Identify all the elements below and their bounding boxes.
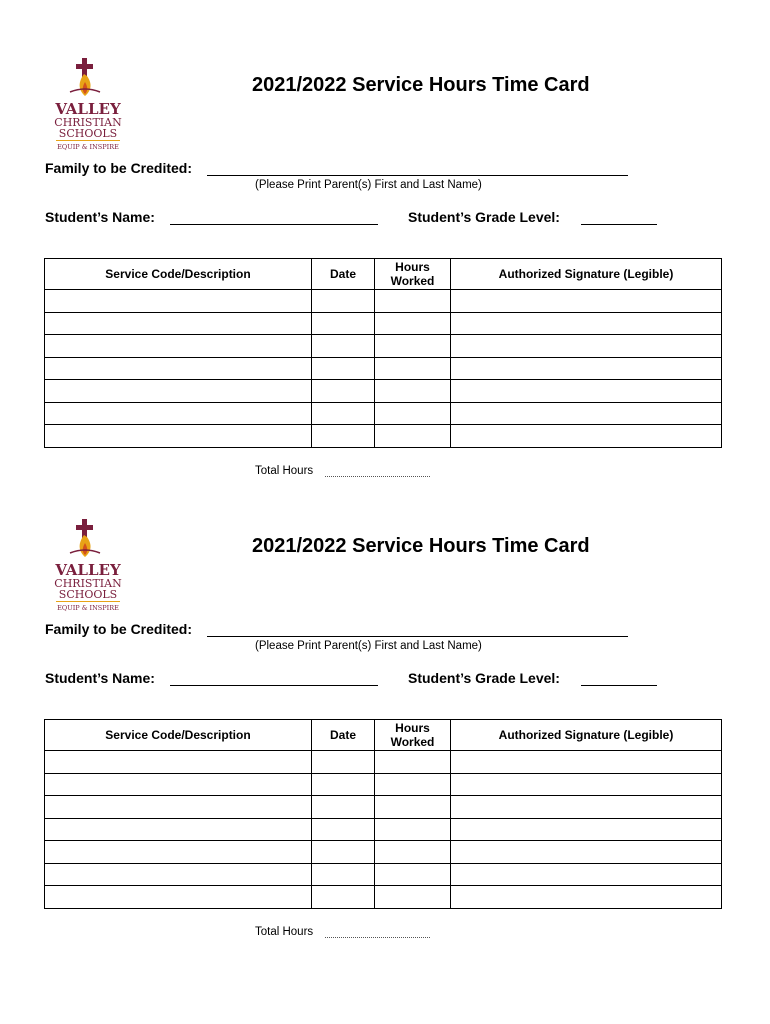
cell-signature[interactable] <box>451 796 722 819</box>
cell-signature[interactable] <box>451 863 722 886</box>
cell-signature[interactable] <box>451 290 722 313</box>
table-row <box>45 335 722 358</box>
cell-service-description[interactable] <box>45 402 312 425</box>
cell-service-description[interactable] <box>45 796 312 819</box>
cell-hours-worked[interactable] <box>375 357 451 380</box>
cell-signature[interactable] <box>451 773 722 796</box>
cell-hours-worked[interactable] <box>375 312 451 335</box>
cell-service-description[interactable] <box>45 290 312 313</box>
cell-service-description[interactable] <box>45 335 312 358</box>
col-header-hours: Hours Worked <box>375 259 451 290</box>
grade-level-label: Student’s Grade Level: <box>408 670 560 686</box>
table-row <box>45 886 722 909</box>
school-logo <box>48 517 128 613</box>
cell-hours-worked[interactable] <box>375 290 451 313</box>
cell-signature[interactable] <box>451 312 722 335</box>
cell-hours-worked[interactable] <box>375 402 451 425</box>
cell-signature[interactable] <box>451 818 722 841</box>
cell-service-description[interactable] <box>45 886 312 909</box>
col-header-service: Service Code/Description <box>45 259 312 290</box>
cell-hours-worked[interactable] <box>375 751 451 774</box>
col-header-signature: Authorized Signature (Legible) <box>451 720 722 751</box>
cell-service-description[interactable] <box>45 818 312 841</box>
cell-hours-worked[interactable] <box>375 380 451 403</box>
table-row <box>45 751 722 774</box>
cell-hours-worked[interactable] <box>375 841 451 864</box>
cell-service-description[interactable] <box>45 425 312 448</box>
cell-service-description[interactable] <box>45 380 312 403</box>
cell-signature[interactable] <box>451 335 722 358</box>
total-hours-label: Total Hours <box>255 926 314 938</box>
student-name-label: Student’s Name: <box>45 670 155 686</box>
grade-level-field[interactable] <box>581 224 657 225</box>
cell-date[interactable] <box>312 335 375 358</box>
col-header-date: Date <box>312 720 375 751</box>
family-credited-hint: (Please Print Parent(s) First and Last Name) <box>255 640 482 652</box>
table-row <box>45 796 722 819</box>
table-row <box>45 863 722 886</box>
school-logo <box>48 56 128 152</box>
service-hours-table <box>44 719 722 909</box>
cell-date[interactable] <box>312 402 375 425</box>
table-row <box>45 841 722 864</box>
student-name-field[interactable] <box>170 224 378 225</box>
cell-signature[interactable] <box>451 357 722 380</box>
cell-hours-worked[interactable] <box>375 818 451 841</box>
cell-date[interactable] <box>312 818 375 841</box>
table-row <box>45 425 722 448</box>
cell-date[interactable] <box>312 357 375 380</box>
grade-level-field[interactable] <box>581 685 657 686</box>
svg-text:VALLEY: VALLEY <box>55 100 121 118</box>
cell-hours-worked[interactable] <box>375 863 451 886</box>
cell-hours-worked[interactable] <box>375 773 451 796</box>
cell-date[interactable] <box>312 380 375 403</box>
student-name-label: Student’s Name: <box>45 209 155 225</box>
cell-signature[interactable] <box>451 886 722 909</box>
time-card-2 <box>0 461 770 938</box>
cell-date[interactable] <box>312 751 375 774</box>
table-row <box>45 818 722 841</box>
svg-text:SCHOOLS: SCHOOLS <box>58 127 118 140</box>
table-row <box>45 380 722 403</box>
grade-level-label: Student’s Grade Level: <box>408 209 560 225</box>
svg-text:EQUIP & INSPIRE: EQUIP & INSPIRE <box>57 604 119 612</box>
table-row <box>45 402 722 425</box>
cell-service-description[interactable] <box>45 841 312 864</box>
time-card-1 <box>0 0 770 477</box>
cell-hours-worked[interactable] <box>375 335 451 358</box>
table-row <box>45 290 722 313</box>
cell-service-description[interactable] <box>45 863 312 886</box>
service-hours-table <box>44 258 722 448</box>
svg-text:EQUIP & INSPIRE: EQUIP & INSPIRE <box>57 143 119 151</box>
cell-signature[interactable] <box>451 402 722 425</box>
total-hours-label: Total Hours <box>255 465 314 477</box>
cell-date[interactable] <box>312 863 375 886</box>
col-header-date: Date <box>312 259 375 290</box>
cell-date[interactable] <box>312 425 375 448</box>
cell-date[interactable] <box>312 841 375 864</box>
table-row <box>45 312 722 335</box>
family-credited-hint: (Please Print Parent(s) First and Last Name) <box>255 179 482 191</box>
cell-signature[interactable] <box>451 380 722 403</box>
table-body <box>45 751 722 909</box>
table-row <box>45 773 722 796</box>
total-hours-field[interactable] <box>325 937 430 938</box>
cell-date[interactable] <box>312 773 375 796</box>
cell-signature[interactable] <box>451 425 722 448</box>
cell-date[interactable] <box>312 796 375 819</box>
cell-date[interactable] <box>312 886 375 909</box>
student-name-field[interactable] <box>170 685 378 686</box>
svg-text:CHRISTIAN: CHRISTIAN <box>54 116 122 129</box>
cell-signature[interactable] <box>451 751 722 774</box>
cell-hours-worked[interactable] <box>375 796 451 819</box>
cell-service-description[interactable] <box>45 312 312 335</box>
family-credited-field[interactable] <box>207 175 628 176</box>
table-body <box>45 290 722 448</box>
table-row <box>45 357 722 380</box>
cell-signature[interactable] <box>451 841 722 864</box>
cell-date[interactable] <box>312 290 375 313</box>
col-header-signature: Authorized Signature (Legible) <box>451 259 722 290</box>
col-header-hours: Hours Worked <box>375 720 451 751</box>
svg-text:SCHOOLS: SCHOOLS <box>58 588 118 601</box>
cell-service-description[interactable] <box>45 357 312 380</box>
svg-text:CHRISTIAN: CHRISTIAN <box>54 577 122 590</box>
col-header-service: Service Code/Description <box>45 720 312 751</box>
card-title: 2021/2022 Service Hours Time Card <box>252 74 590 96</box>
family-credited-label: Family to be Credited: <box>45 160 193 176</box>
cell-service-description[interactable] <box>45 751 312 774</box>
cell-service-description[interactable] <box>45 773 312 796</box>
cell-hours-worked[interactable] <box>375 886 451 909</box>
family-credited-label: Family to be Credited: <box>45 621 193 637</box>
svg-text:VALLEY: VALLEY <box>55 561 121 579</box>
cell-date[interactable] <box>312 312 375 335</box>
family-credited-field[interactable] <box>207 636 628 637</box>
card-title: 2021/2022 Service Hours Time Card <box>252 535 590 557</box>
cell-hours-worked[interactable] <box>375 425 451 448</box>
